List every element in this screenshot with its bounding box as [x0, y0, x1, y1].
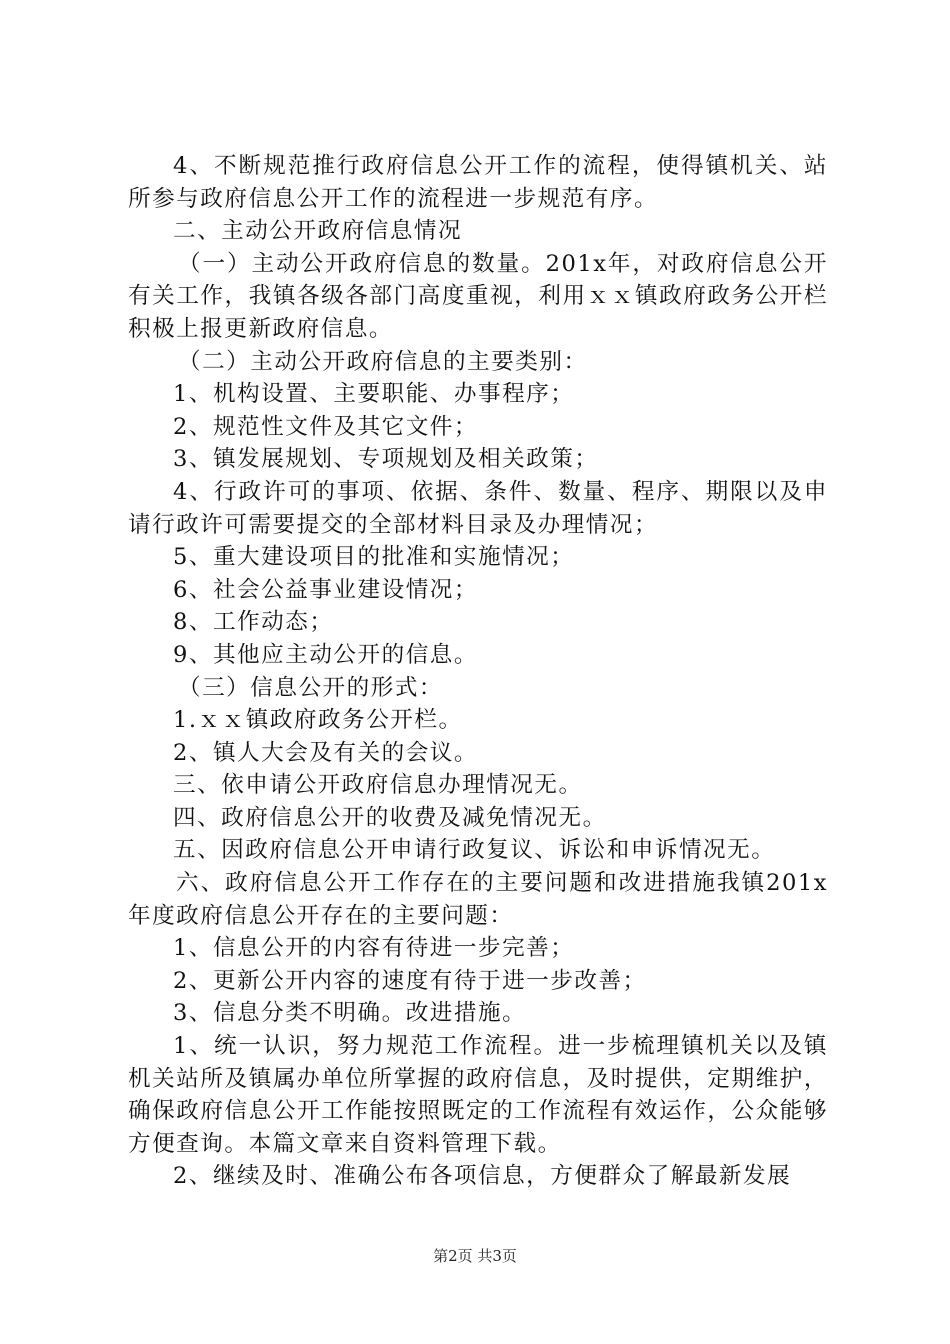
- list-item: 1.ｘｘ镇政府政务公开栏。: [173, 707, 463, 734]
- list-item: 1、信息公开的内容有待进一步完善；: [173, 935, 575, 962]
- list-item: 6、社会公益事业建设情况；: [173, 576, 478, 603]
- section-heading-5: 五、因政府信息公开申请行政复议、诉讼和申诉情况无。: [173, 837, 776, 864]
- document-body: [128, 150, 828, 1193]
- section-heading-3: 三、依申请公开政府信息办理情况无。: [173, 772, 583, 799]
- paragraph-info-quantity: （一）主动公开政府信息的数量。201x年，对政府信息公开有关工作，我镇各级各部门高度重视，利用ｘｘ镇政府政务公开栏积极上报更新政府信息。: [128, 250, 828, 342]
- section-heading-2: 二、主动公开政府信息情况: [173, 218, 463, 245]
- page-number-footer: 第2页 共3页: [433, 1247, 517, 1265]
- list-item: 9、其他应主动公开的信息。: [173, 641, 478, 668]
- list-item: 3、镇发展规划、专项规划及相关政策；: [173, 446, 599, 473]
- list-item: 2、更新公开内容的速度有待于进一步改善；: [173, 967, 647, 994]
- paragraph-1: 4、不断规范推行政府信息公开工作的流程，使得镇机关、站所参与政府信息公开工作的流程进一步规范有序。: [128, 153, 828, 212]
- list-item: 4、行政许可的事项、依据、条件、数量、程序、期限以及申请行政许可需要提交的全部材料目录及办理情况；: [128, 478, 828, 538]
- paragraph-measure-1: 1、统一认识，努力规范工作流程。进一步梳理镇机关以及镇机关站所及镇属办单位所掌握的政府信息，及时提供，定期维护，确保政府信息公开工作能按照既定的工作流程有效运作，公众能够方便查询。本篇文章来自资料管理下载。: [128, 1033, 828, 1157]
- list-item: 1、机构设置、主要职能、办事程序；: [173, 381, 575, 408]
- section-heading-6: 六、政府信息公开工作存在的主要问题和改进措施我镇201x年度政府信息公开存在的主要问题：: [128, 870, 828, 929]
- list-item: 3、信息分类不明确。改进措施。: [173, 1000, 527, 1027]
- list-item: 2、镇人大会及有关的会议。: [173, 739, 478, 766]
- list-item: 2、规范性文件及其它文件；: [173, 413, 478, 440]
- subheading-info-forms: （三）信息公开的形式：: [178, 674, 444, 701]
- list-item: 8、工作动态；: [173, 609, 334, 636]
- subheading-info-categories: （二）主动公开政府信息的主要类别：: [178, 348, 588, 375]
- paragraph-measure-2: 2、继续及时、准确公布各项信息，方便群众了解最新发展: [173, 1163, 792, 1190]
- list-item: 5、重大建设项目的批准和实施情况；: [173, 544, 575, 571]
- section-heading-4: 四、政府信息公开的收费及减免情况无。: [173, 804, 607, 831]
